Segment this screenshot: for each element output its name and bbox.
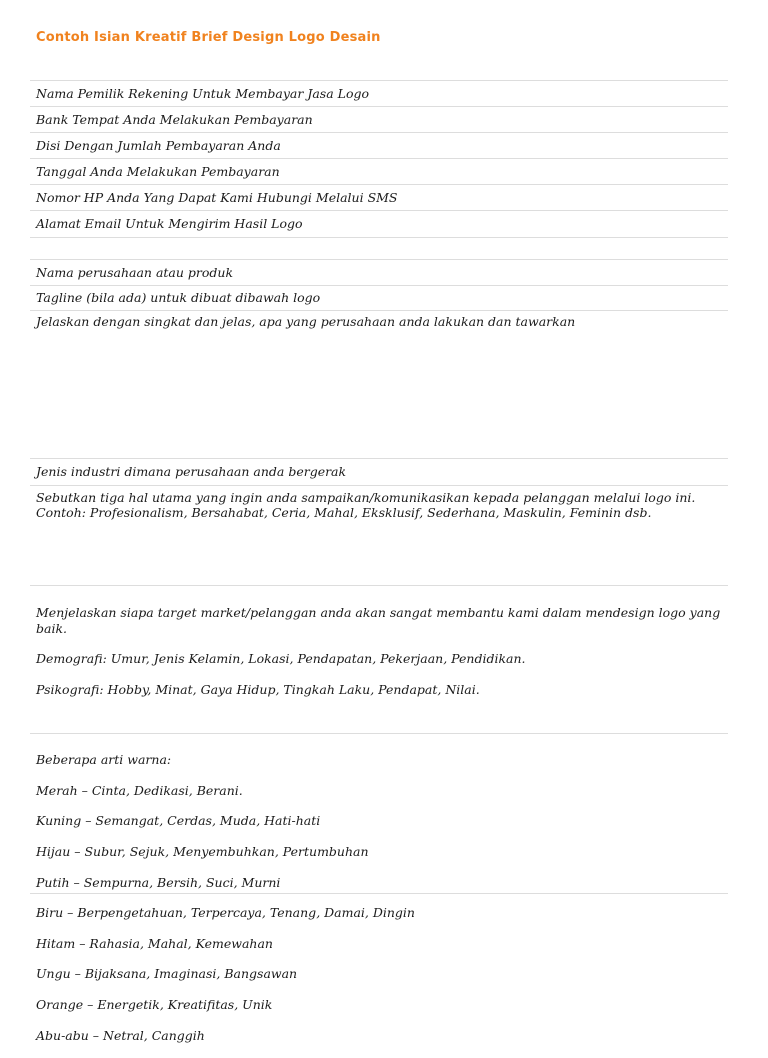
- color-meaning-item: Merah – Cinta, Dedikasi, Berani.: [36, 782, 243, 798]
- divider: [30, 733, 728, 734]
- color-meaning-item: Abu-abu – Netral, Canggih: [36, 1027, 205, 1043]
- divider: [30, 184, 728, 185]
- form-row-payment-date: Tanggal Anda Melakukan Pembayaran: [36, 164, 280, 179]
- color-meaning-item: Orange – Energetik, Kreatifitas, Unik: [36, 997, 273, 1013]
- divider: [30, 237, 728, 238]
- form-row-company-name: Nama perusahaan atau produk: [36, 265, 234, 280]
- divider: [30, 210, 728, 211]
- form-row-account-name: Nama Pemilik Rekening Untuk Membayar Jasa Logo: [36, 86, 369, 101]
- color-meaning-item: Ungu – Bijaksana, Imaginasi, Bangsawan: [36, 966, 298, 982]
- divider: [30, 80, 728, 81]
- divider: [30, 893, 728, 894]
- divider: [30, 106, 728, 107]
- color-meaning-item: Hitam – Rahasia, Mahal, Kemewahan: [36, 935, 273, 951]
- divider: [30, 285, 728, 286]
- form-row-amount: Disi Dengan Jumlah Pembayaran Anda: [36, 138, 281, 153]
- divider: [30, 585, 728, 586]
- color-meanings-list: [36, 737, 726, 1058]
- form-row-description: Jelaskan dengan singkat dan jelas, apa yang perusahaan anda lakukan dan tawarkan: [36, 314, 576, 329]
- target-market-psychographics: Psikografi: Hobby, Minat, Gaya Hidup, Tingkah Laku, Pendapat, Nilai.: [36, 681, 480, 697]
- color-meanings-heading: Beberapa arti warna:: [36, 752, 172, 768]
- form-row-key-messages: Sebutkan tiga hal utama yang ingin anda sampaikan/komunikasikan kepada pelanggan melalui logo ini. Contoh: Profesionalism, Bersahabat, Ceria, Mahal, Eksklusif, Sederhana, Maskulin, Feminin dsb.: [36, 490, 696, 521]
- color-meaning-item: Kuning – Semangat, Cerdas, Muda, Hati-hati: [36, 813, 321, 829]
- divider: [30, 132, 728, 133]
- form-row-email: Alamat Email Untuk Mengirim Hasil Logo: [36, 216, 303, 231]
- divider: [30, 158, 728, 159]
- form-row-phone: Nomor HP Anda Yang Dapat Kami Hubungi Melalui SMS: [36, 190, 398, 205]
- target-market-intro: Menjelaskan siapa target market/pelanggan anda akan sangat membantu kami dalam mendesign logo yang baik.: [36, 605, 721, 636]
- divider: [30, 458, 728, 459]
- form-row-target-market: [36, 590, 726, 712]
- divider: [30, 485, 728, 486]
- color-meaning-item: Putih – Sempurna, Bersih, Suci, Murni: [36, 874, 281, 890]
- divider: [30, 310, 728, 311]
- color-meaning-item: Biru – Berpengetahuan, Terpercaya, Tenang, Damai, Dingin: [36, 905, 415, 921]
- document-title: Contoh Isian Kreatif Brief Design Logo Desain: [36, 30, 381, 45]
- form-row-tagline: Tagline (bila ada) untuk dibuat dibawah logo: [36, 290, 321, 305]
- color-meaning-item: Hijau – Subur, Sejuk, Menyembuhkan, Pertumbuhan: [36, 844, 369, 860]
- form-row-bank: Bank Tempat Anda Melakukan Pembayaran: [36, 112, 313, 127]
- divider: [30, 259, 728, 260]
- form-row-industry: Jenis industri dimana perusahaan anda bergerak: [36, 464, 347, 479]
- target-market-demographics: Demografi: Umur, Jenis Kelamin, Lokasi, Pendapatan, Pekerjaan, Pendidikan.: [36, 651, 526, 667]
